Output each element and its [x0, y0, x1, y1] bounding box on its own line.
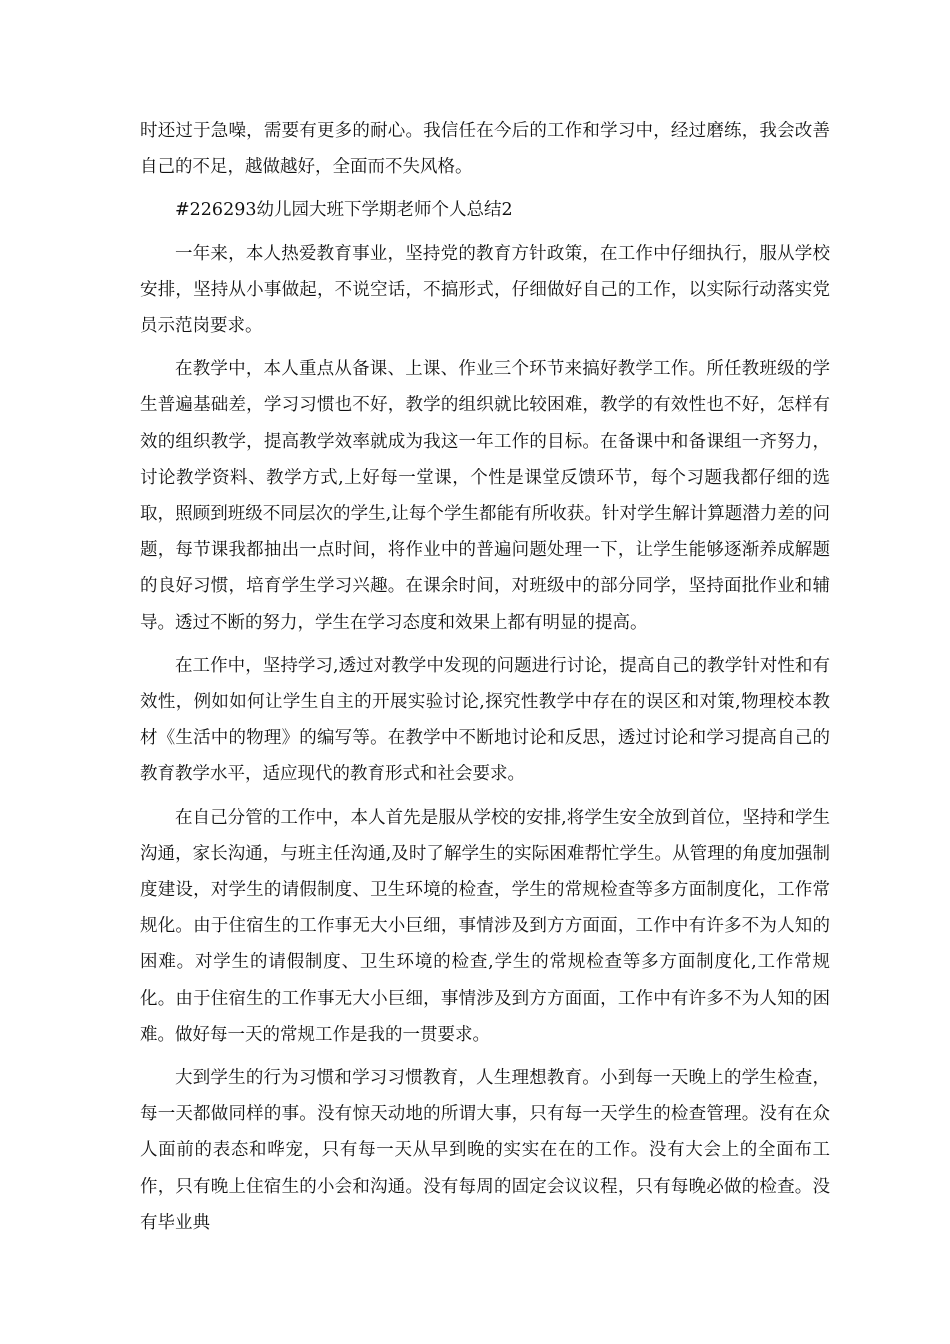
- paragraph: 在教学中，本人重点从备课、上课、作业三个环节来搞好教学工作。所任教班级的学生普遍基础差，学习习惯也不好，教学的组织就比较困难，教学的有效性也不好，怎样有效的组织教学，提高教学效率就成为我这一年工作的目标。在备课中和备课组一齐努力，讨论教学资料、教学方式,上好每一堂课，个性是课堂反馈环节，每个习题我都仔细的选取，照顾到班级不同层次的学生,让每个学生都能有所收获。针对学生解计算题潜力差的问题，每节课我都抽出一点时间，将作业中的普遍问题处理一下，让学生能够逐渐养成解题的良好习惯，培育学生学习兴趣。在课余时间，对班级中的部分同学，坚持面批作业和辅导。透过不断的努力，学生在学习态度和效果上都有明显的提高。: [140, 359, 830, 633]
- paragraph-continuation: 时还过于急噪，需要有更多的耐心。我信任在今后的工作和学习中，经过磨练，我会改善自己的不足，越做越好，全面而不失风格。: [140, 121, 830, 178]
- paragraph: 大到学生的行为习惯和学习习惯教育，人生理想教育。小到每一天晚上的学生检查，每一天都做同样的事。没有惊天动地的所谓大事，只有每一天学生的检查管理。没有在众人面前的表态和哗宠，只有每一天从早到晚的实实在在的工作。没有大会上的全面布工作，只有晚上住宿生的小会和沟通。没有每周的固定会议议程，只有每晚必做的检查。没有毕业典: [140, 1068, 830, 1233]
- paragraph: 一年来，本人热爱教育事业，坚持党的教育方针政策，在工作中仔细执行，服从学校安排，坚持从小事做起，不说空话，不搞形式，仔细做好自己的工作，以实际行动落实党员示范岗要求。: [140, 243, 830, 337]
- paragraph: 在工作中，坚持学习,透过对教学中发现的问题进行讨论，提高自己的教学针对性和有效性，例如如何让学生自主的开展实验讨论,探究性教学中存在的误区和对策,物理校本教材《生活中的物理》的编写等。在教学中不断地讨论和反思，透过讨论和学习提高自己的教育教学水平，适应现代的教育形式和社会要求。: [140, 655, 830, 785]
- document-body: [140, 113, 830, 1248]
- paragraph: 在自己分管的工作中，本人首先是服从学校的安排,将学生安全放到首位，坚持和学生沟通，家长沟通，与班主任沟通,及时了解学生的实际困难帮忙学生。从管理的角度加强制度建设，对学生的请假制度、卫生环境的检查，学生的常规检查等多方面制度化，工作常规化。由于住宿生的工作事无大小巨细，事情涉及到方方面面，工作中有许多不为人知的困难。对学生的请假制度、卫生环境的检查,学生的常规检查等多方面制度化,工作常规化。由于住宿生的工作事无大小巨细，事情涉及到方方面面，工作中有许多不为人知的困难。做好每一天的常规工作是我的一贯要求。: [140, 807, 830, 1045]
- section-heading: #226293幼儿园大班下学期老师个人总结2: [175, 200, 513, 221]
